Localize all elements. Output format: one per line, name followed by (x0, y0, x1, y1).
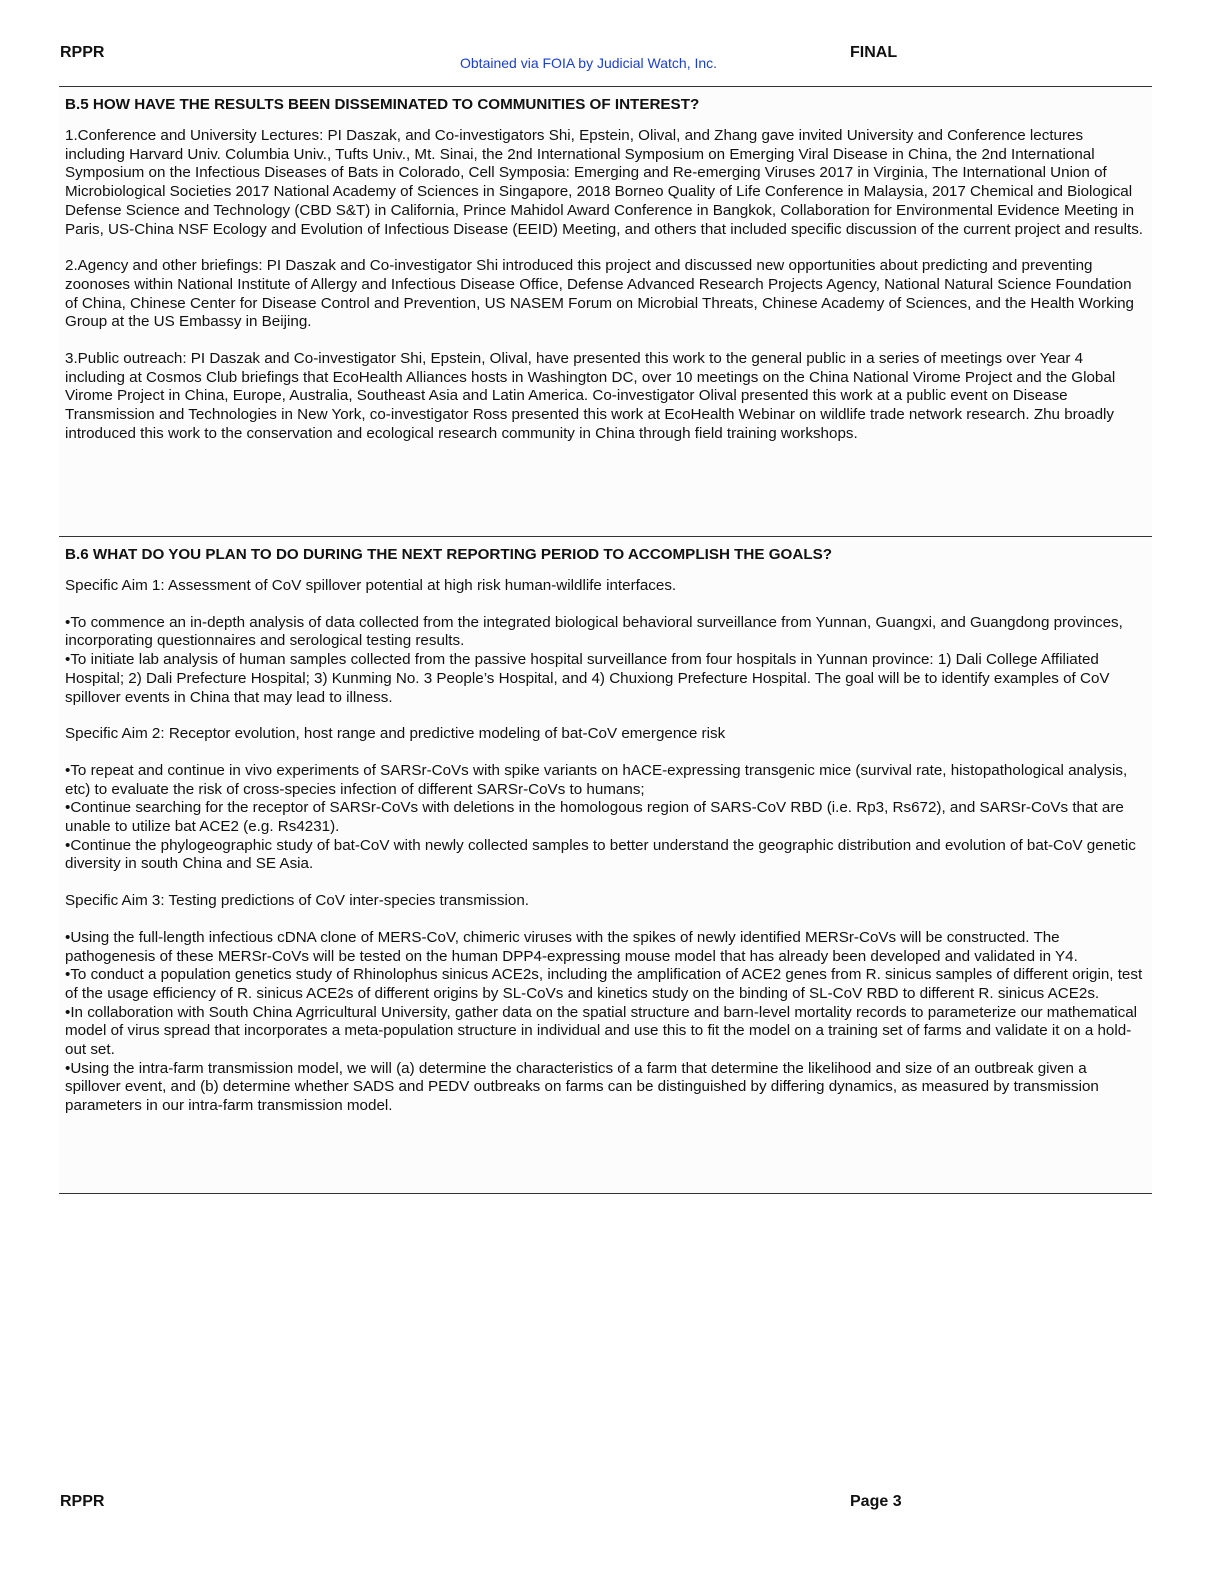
paragraph-agency-briefings: 2.Agency and other briefings: PI Daszak and Co-investigator Shi introduced this project and discussed new opportunities about predicting and preventing zoonoses within National Institute of Allergy and Infectious Disease Office, Defense Advanced Research Projects Agency, National Natural Science Foundation of China, Chinese Center for Disease Control and Prevention, US NASEM Forum on Microbial Threats, Chinese Academy of Sciences, and the Health Working Group at the US Embassy in Beijing. (65, 257, 1134, 331)
list-item: •Using the intra-farm transmission model, we will (a) determine the characteristics of a farm that determine the likelihood and size of an outbreak given a spillover event, and (b) determine whether SADS and PEDV outbreaks on farms can be distinguished by differing dynamics, as measured by transmission parameters in our intra-farm transmission model. (65, 1059, 1099, 1115)
paragraph-conference-lectures: 1.Conference and University Lectures: PI Daszak, and Co-investigators Shi, Epstein, Olival, and Zhang gave invited University and Conference lectures including Harvard Univ. Columbia Univ., Tufts Univ., Mt. Sinai, the 2nd International Symposium on Emerging Viral Disease in China, the 2nd International Symposium on the Infectious Diseases of Bats in Colorado, Cell Symposia: Emerging and Re-emerging Viruses 2017 in Virginia, The International Union of Microbiological Societies 2017 National Academy of Sciences in Singapore, 2018 Borneo Quality of Life Conference in Malaysia, 2017 Chemical and Biological Defense Science and Technology (CBD S&T) in California, Prince Mahidol Award Conference in Bangkok, Collaboration for Environmental Evidence Meeting in Paris, US-China NSF Ecology and Evolution of Infectious Disease (EEID) Meeting, and others that included specific discussion of the current project and results. (65, 127, 1144, 238)
section-title: B.6 WHAT DO YOU PLAN TO DO DURING THE NEXT REPORTING PERIOD TO ACCOMPLISH THE GOALS? (65, 546, 833, 563)
list-item: •To commence an in-depth analysis of data collected from the integrated biological behavioral surveillance from Yunnan, Guangxi, and Guangdong provinces, incorporating questionnaires and serological testing results. (65, 613, 1123, 650)
list-item: •In collaboration with South China Agrricultural University, gather data on the spatial structure and barn-level mortality records to parameterize our mathematical model of virus spread that incorporates a meta-population structure in individual and use this to fit the model on a training set of farms and validate it on a hold-out set. (65, 1003, 1138, 1059)
list-item: •Continue the phylogeographic study of bat-CoV with newly collected samples to better understand the geographic distribution and evolution of bat-CoV genetic diversity in south China and SE Asia. (65, 836, 1136, 873)
list-item: •To initiate lab analysis of human samples collected from the passive hospital surveillance from four hospitals in Yunnan province: 1) Dali College Affiliated Hospital; 2) Dali Prefecture Hospital; 3) Kunming No. 3 People’s Hospital, and 4) Chuxiong Prefecture Hospital. The goal will be to identify examples of CoV spillover events in China that may lead to illness. (65, 651, 1110, 706)
paragraph-public-outreach: 3.Public outreach: PI Daszak and Co-investigator Shi, Epstein, Olival, have presented this work to the general public in a series of meetings over Year 4 including at Cosmos Club briefings that EcoHealth Alliances hosts in Washington DC, over 10 meetings on the China National Virome Project and the Global Virome Project in China, Europe, Australia, Southeast Asia and Latin America. Co-investigator Olival presented this work at a public event on Disease Transmission and Technologies in New York, co-investigator Ross presented this work at EcoHealth Webinar on wildlife trade network research. Zhu broadly introduced this work to the conservation and ecological research community in China through field training workshops. (65, 350, 1116, 442)
section-b5 (59, 86, 1152, 536)
list-item: •Using the full-length infectious cDNA clone of MERS-CoV, chimeric viruses with the spikes of newly identified MERSr-CoVs will be constructed. The pathogenesis of these MERSr-CoVs will be tested on the human DPP4-expressing mouse model that has already been developed and validated in Y4. (65, 928, 1078, 965)
aim-heading: Specific Aim 3: Testing predictions of CoV inter-species transmission. (65, 892, 529, 910)
header-right-label: FINAL (850, 44, 898, 61)
header-left-label: RPPR (60, 44, 105, 61)
aim-heading: Specific Aim 2: Receptor evolution, host range and predictive modeling of bat-CoV emergence risk (65, 725, 726, 743)
aim-bullet-list (65, 929, 1146, 1116)
list-item: •To repeat and continue in vivo experiments of SARSr-CoVs with spike variants on hACE-expressing transgenic mice (survival rate, histopathological analysis, etc) to evaluate the risk of cross-species infection of different SARSr-CoVs to humans; (65, 761, 1128, 798)
section-title: B.5 HOW HAVE THE RESULTS BEEN DISSEMINATED TO COMMUNITIES OF INTEREST? (65, 96, 700, 113)
aim-heading: Specific Aim 1: Assessment of CoV spillover potential at high risk human-wildlife interfaces. (65, 577, 677, 594)
list-item: •To conduct a population genetics study of Rhinolophus sinicus ACE2s, including the amplification of ACE2 genes from R. sinicus samples of different origin, test of the usage efficiency of R. sinicus ACE2s of different origins by SL-CoVs and kinetics study on the binding of SL-CoV RBD to different R. sinicus ACE2s. (65, 966, 1143, 1002)
foia-watermark: Obtained via FOIA by Judicial Watch, Inc. (460, 55, 718, 71)
aim-bullet-list (65, 762, 1146, 874)
list-item: •Continue searching for the receptor of SARSr-CoVs with deletions in the homologous region of SARS-CoV RBD (i.e. Rp3, Rs672), and SARSr-CoVs that are unable to utilize bat ACE2 (e.g. Rs4231). (65, 799, 1124, 836)
aim-bullet-list (65, 614, 1146, 708)
footer-left-label: RPPR (60, 1493, 105, 1510)
page-number: Page 3 (850, 1493, 902, 1510)
section-b6 (59, 536, 1152, 1194)
